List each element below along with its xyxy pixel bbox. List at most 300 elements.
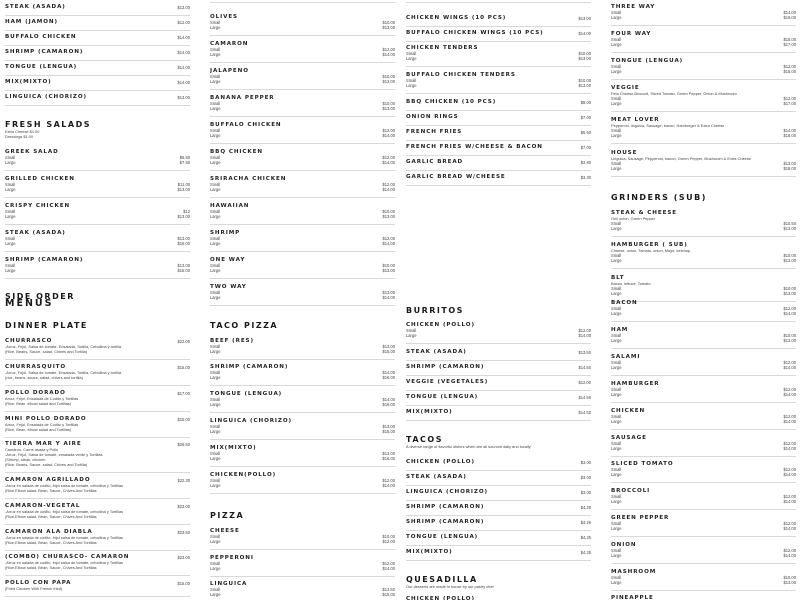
size-price: $12.00 xyxy=(382,561,395,566)
item-name: (COMBO) CHURASCO- CAMARON xyxy=(5,554,130,560)
menu-item-camaron[interactable] xyxy=(210,41,395,57)
menu-item-mix-mixto[interactable] xyxy=(210,445,395,461)
item-name: CHICKEN (POLLO) xyxy=(406,459,475,465)
menu-item-crispy-chicken[interactable] xyxy=(5,203,190,219)
menu-item-banana-pepper[interactable] xyxy=(210,95,395,111)
item-price: $14.50 xyxy=(578,365,591,370)
menu-item-pollo-con-papa[interactable] xyxy=(5,580,190,591)
item-name: STEAK & CHEESE xyxy=(611,210,677,216)
menu-item-grilled-chicken[interactable] xyxy=(5,176,190,192)
size-label: Small xyxy=(5,236,16,241)
size-label: Small xyxy=(406,328,417,333)
size-label: Large xyxy=(210,349,221,355)
item-divider xyxy=(210,89,395,90)
item-name: BUFFALO CHICKEN TENDERS xyxy=(406,72,516,78)
size-label: Small xyxy=(406,78,417,83)
size-price: $14.00 xyxy=(382,160,395,166)
item-divider xyxy=(611,429,796,430)
menu-item-garlic-bread-w-cheese[interactable] xyxy=(406,174,591,180)
item-name: SHRIMP (CAMARON) xyxy=(406,519,485,525)
menu-item-camaron-agrillado[interactable] xyxy=(5,477,190,493)
size-label: Large xyxy=(5,214,16,220)
size-price: $10.00 xyxy=(382,534,395,539)
size-label: Large xyxy=(210,160,221,166)
menu-item-one-way[interactable] xyxy=(210,257,395,273)
item-name: TIERRA MAR Y AIRE xyxy=(5,441,82,447)
menu-item-veggie[interactable] xyxy=(611,85,796,106)
size-price: $12.00 xyxy=(382,236,395,241)
menu-item-four-way[interactable] xyxy=(611,31,796,47)
item-divider xyxy=(5,359,190,360)
size-label: Large xyxy=(611,580,622,586)
item-divider xyxy=(5,575,190,576)
section-header xyxy=(611,193,796,202)
size-label: Large xyxy=(611,553,622,559)
size-row-large xyxy=(611,69,796,74)
size-price: $13.00 xyxy=(177,187,190,193)
size-price: $6.50 xyxy=(179,155,190,160)
item-name: CHICKEN TENDERS xyxy=(406,45,479,51)
menu-item-mini-pollo-dorado[interactable] xyxy=(5,416,190,432)
menu-item-camaron-vegetal[interactable] xyxy=(5,503,190,519)
menu-item-linguica[interactable] xyxy=(210,581,395,597)
menu-item-house[interactable] xyxy=(611,150,796,171)
size-label: Large xyxy=(611,419,622,425)
size-row-large xyxy=(611,526,796,531)
size-label: Small xyxy=(210,451,221,456)
size-price: $13.00 xyxy=(177,214,190,220)
size-label: Small xyxy=(611,575,622,580)
menu-item-sriracha-chicken[interactable] xyxy=(210,176,395,192)
item-divider xyxy=(406,93,591,94)
item-name: CAMARON xyxy=(210,41,249,47)
item-name: BLT xyxy=(611,275,625,281)
menu-item-hawaiian[interactable] xyxy=(210,203,395,219)
size-label: Small xyxy=(611,221,622,226)
menu-item-french-fries[interactable] xyxy=(406,129,591,135)
menu-item-pollo-dorado[interactable] xyxy=(5,390,190,406)
size-price: $13.00 xyxy=(177,236,190,241)
size-label: Large xyxy=(210,566,221,572)
item-divider xyxy=(210,170,395,171)
menu-item-combo-churasco-camaron[interactable] xyxy=(5,554,190,570)
menu-item-olives[interactable] xyxy=(210,14,395,30)
menu-item-ham-jamon[interactable] xyxy=(5,19,190,25)
menu-item-cheese[interactable] xyxy=(210,528,395,544)
menu-column-3 xyxy=(406,0,596,600)
item-divider xyxy=(406,390,591,391)
menu-item-buffalo-chicken-wings-10-pcs[interactable] xyxy=(406,30,591,36)
menu-item-steak-asada[interactable] xyxy=(5,4,190,10)
menu-item-hamburger-sub[interactable] xyxy=(611,242,796,263)
item-divider xyxy=(210,493,395,494)
menu-item-pineapple[interactable] xyxy=(611,595,796,600)
menu-item-green-pepper[interactable] xyxy=(611,515,796,531)
menu-item-bbq-chicken[interactable] xyxy=(210,149,395,165)
section-header xyxy=(5,298,53,309)
item-price: $15.00 xyxy=(177,365,190,370)
size-price: $13.00 xyxy=(382,214,395,220)
menu-item-linguica-chorizo[interactable] xyxy=(210,418,395,434)
item-name: SHRIMP (CAMARON) xyxy=(210,364,289,370)
menu-item-meat-lover[interactable] xyxy=(611,117,796,138)
size-price: $14.00 xyxy=(382,241,395,247)
size-label: Small xyxy=(5,209,16,214)
item-divider xyxy=(5,472,190,473)
menu-item-buffalo-chicken[interactable] xyxy=(210,122,395,138)
item-name: CHICKEN (POLLO) xyxy=(406,322,475,328)
menu-item-buffalo-chicken[interactable] xyxy=(5,34,190,40)
item-name: ONION RINGS xyxy=(406,114,459,120)
size-label: Large xyxy=(406,56,417,62)
item-divider xyxy=(5,411,190,412)
size-label: Small xyxy=(210,155,221,160)
size-label: Small xyxy=(210,20,221,25)
size-price: $10.00 xyxy=(783,575,796,580)
size-price: $13.00 xyxy=(783,338,796,344)
size-row-large xyxy=(210,592,395,597)
menu-item-tongue-lengua[interactable] xyxy=(406,394,591,400)
item-divider xyxy=(406,26,591,27)
menu-item-chicken-wings-10-pcs[interactable] xyxy=(406,15,591,21)
item-divider xyxy=(5,550,190,551)
size-label: Large xyxy=(611,392,622,398)
item-description: (Shrimp, steak, chicken xyxy=(5,457,46,462)
item-name: PINEAPPLE xyxy=(611,595,654,600)
item-divider xyxy=(611,536,796,537)
menu-item-camaron-ala-diabla[interactable] xyxy=(5,529,190,545)
size-price: $10.00 xyxy=(382,74,395,79)
item-price: $23.50 xyxy=(177,530,190,535)
item-name: HOUSE xyxy=(611,150,638,156)
size-label: Large xyxy=(210,268,221,274)
size-price: $13.00 xyxy=(783,226,796,232)
size-price: $10.00 xyxy=(578,78,591,83)
size-price: $10.00 xyxy=(382,209,395,214)
item-divider xyxy=(611,590,796,591)
item-divider xyxy=(406,420,591,421)
menu-item-jalapeno[interactable] xyxy=(210,68,395,84)
item-divider xyxy=(406,500,591,501)
size-price: $10.00 xyxy=(783,333,796,338)
item-divider xyxy=(611,348,796,349)
size-price: $13.50 xyxy=(382,587,395,592)
menu-item-two-way[interactable] xyxy=(210,284,395,300)
menu-item-bbq-chicken-10-pcs[interactable] xyxy=(406,99,591,105)
item-description: (Fried Chicken With French fried) xyxy=(5,586,63,591)
size-price: $14.00 xyxy=(783,446,796,452)
item-divider xyxy=(611,111,796,112)
item-price: $4.25 xyxy=(580,505,591,510)
size-price: $14.00 xyxy=(783,128,796,133)
item-divider xyxy=(5,498,190,499)
item-name: BUFFALO CHICKEN xyxy=(5,34,77,40)
size-price: $13.00 xyxy=(783,161,796,166)
size-price: $14.00 xyxy=(382,370,395,375)
size-label: Large xyxy=(611,101,622,107)
item-price: $23.00 xyxy=(177,504,190,509)
item-divider xyxy=(406,125,591,126)
menu-item-mashroom[interactable] xyxy=(611,569,796,585)
item-divider xyxy=(611,176,796,177)
item-divider xyxy=(406,545,591,546)
item-name: SLICED TOMATO xyxy=(611,461,674,467)
item-price: $4.25 xyxy=(580,550,591,555)
item-divider xyxy=(611,456,796,457)
size-price: $15.00 xyxy=(382,592,395,598)
menu-item-sausage[interactable] xyxy=(611,435,796,451)
menu-item-steak-cheese[interactable] xyxy=(611,210,796,231)
menu-item-veggie-vegetales[interactable] xyxy=(406,379,591,385)
size-price: $12.00 xyxy=(382,128,395,133)
item-name: CAMARON ALA DIABLA xyxy=(5,529,93,535)
size-price: $13.00 xyxy=(382,451,395,456)
item-divider xyxy=(611,143,796,144)
size-label: Large xyxy=(210,429,221,435)
item-divider xyxy=(406,515,591,516)
size-label: Large xyxy=(210,375,221,381)
size-price: $12.00 xyxy=(382,155,395,160)
item-name: HAMBURGER xyxy=(611,381,660,387)
item-description: -Arroz en salada de codito, frijol salsa de tomate, cebollina y Tortillas xyxy=(5,509,124,514)
item-divider xyxy=(5,385,190,386)
menu-item-greek-salad[interactable] xyxy=(5,149,190,165)
item-name: SAUSAGE xyxy=(611,435,647,441)
item-divider xyxy=(5,15,190,16)
menu-item-tongue-lengua[interactable] xyxy=(210,391,395,407)
menu-item-hamburger[interactable] xyxy=(611,381,796,397)
item-description: Feta Cheese,Broccoli, Sliced Tomato, Green Pepper, Onion & Mushroom xyxy=(611,91,737,96)
size-label: Large xyxy=(210,402,221,408)
item-description: -Arroz, Frijol, Salsa de tomate, Ensalada, Tortilla, Cebollina y tortilla xyxy=(5,344,122,349)
size-row-large xyxy=(611,166,796,171)
size-row-large xyxy=(611,291,796,296)
item-divider xyxy=(210,576,395,577)
item-price: $4.25 xyxy=(580,520,591,525)
menu-item-shrimp-camaron[interactable] xyxy=(406,519,591,525)
menu-item-pepperoni[interactable] xyxy=(210,555,395,571)
item-divider xyxy=(406,530,591,531)
item-price: $8.00 xyxy=(580,100,591,105)
item-name: FOUR WAY xyxy=(611,31,652,37)
size-price: $14.00 xyxy=(783,499,796,505)
menu-item-tongue-lengua[interactable] xyxy=(5,64,190,70)
menu-item-chicken-pollo[interactable] xyxy=(406,322,591,338)
menu-item-chicken-pollo[interactable] xyxy=(210,472,395,488)
menu-item-tongue-lengua[interactable] xyxy=(406,534,591,540)
size-price: $13.00 xyxy=(783,580,796,586)
item-price: $22.00 xyxy=(177,339,190,344)
size-label: Small xyxy=(5,155,16,160)
menu-item-ham[interactable] xyxy=(611,327,796,343)
item-divider xyxy=(406,2,591,3)
size-row-large xyxy=(210,456,395,461)
size-label: Large xyxy=(611,446,622,452)
item-divider xyxy=(210,62,395,63)
item-name: ONION xyxy=(611,542,637,548)
menu-item-three-way[interactable] xyxy=(611,4,796,20)
size-row-large xyxy=(210,25,395,30)
item-price: $3.00 xyxy=(580,475,591,480)
size-price: $12.00 xyxy=(578,328,591,333)
size-price: $14.00 xyxy=(783,472,796,478)
item-divider xyxy=(406,360,591,361)
item-name: CHEESE xyxy=(210,528,240,534)
item-divider xyxy=(611,402,796,403)
item-name: VEGGIE xyxy=(611,85,640,91)
menu-item-shrimp-camaron[interactable] xyxy=(210,364,395,380)
item-name: BUFFALO CHICKEN xyxy=(210,122,282,128)
menu-item-french-fries-w-cheese-bacon[interactable] xyxy=(406,144,591,150)
size-price: $10.00 xyxy=(783,253,796,258)
size-label: Large xyxy=(210,592,221,598)
item-name: TONGUE (LENGUA) xyxy=(406,534,479,540)
size-label: Small xyxy=(5,263,16,268)
item-name: SHRIMP (CAMARON) xyxy=(5,257,84,263)
item-name: SHRIMP (CAMARON) xyxy=(5,49,84,55)
item-name: PEPPERONI xyxy=(210,555,254,561)
item-name: HAM xyxy=(611,327,629,333)
size-label: Large xyxy=(5,268,16,274)
item-name: CAMARON-VEGETAL xyxy=(5,503,81,509)
size-row-large xyxy=(5,241,190,246)
menu-item-chicken-pollo[interactable] xyxy=(406,459,591,465)
size-label: Large xyxy=(406,333,417,339)
section-title-quesadilla: QUESADILLA xyxy=(406,575,478,584)
menu-item-mix-mixto[interactable] xyxy=(406,409,591,415)
item-price: $3.00 xyxy=(580,490,591,495)
section-title-menus: MENUS xyxy=(5,298,54,309)
item-name: ONE WAY xyxy=(210,257,246,263)
size-label: Small xyxy=(611,360,622,365)
size-label: Large xyxy=(210,52,221,58)
menu-item-chicken[interactable] xyxy=(611,408,796,424)
item-divider xyxy=(210,305,395,306)
size-row-large xyxy=(611,226,796,231)
item-description: (Rice, Beans, Sauce, salad, Chives and Tortilla) xyxy=(5,462,88,467)
size-row-large xyxy=(611,580,796,585)
item-name: GARLIC BREAD xyxy=(406,159,464,165)
size-label: Small xyxy=(611,96,622,101)
size-label: Large xyxy=(210,79,221,85)
size-price: $14.00 xyxy=(382,483,395,489)
section-title-taco-pizza: TACO PIZZA xyxy=(210,321,279,330)
menu-item-garlic-bread[interactable] xyxy=(406,159,591,165)
item-divider xyxy=(406,185,591,186)
menu-item-shrimp-camaron[interactable] xyxy=(5,257,190,273)
menu-item-shrimp[interactable] xyxy=(210,230,395,246)
size-row-large xyxy=(210,133,395,138)
menu-item-churrasco[interactable] xyxy=(5,338,190,354)
menu-item-onion[interactable] xyxy=(611,542,796,558)
size-price: $14.00 xyxy=(382,295,395,301)
item-name: LINGUICA xyxy=(210,581,248,587)
size-price: $12 xyxy=(183,209,190,214)
menu-item-shrimp-camaron[interactable] xyxy=(5,49,190,55)
menu-item-chicken-tenders[interactable] xyxy=(406,45,591,61)
size-label: Small xyxy=(210,128,221,133)
item-divider xyxy=(406,110,591,111)
menu-item-broccoli[interactable] xyxy=(611,488,796,504)
menu-item-steak-asada[interactable] xyxy=(406,349,591,355)
section-title-tacos: TACOS xyxy=(406,435,443,444)
item-divider xyxy=(210,143,395,144)
menu-item-sliced-tomato[interactable] xyxy=(611,461,796,477)
item-price: $4.25 xyxy=(580,535,591,540)
size-price: $16.00 xyxy=(177,268,190,274)
size-label: Small xyxy=(406,51,417,56)
size-label: Large xyxy=(611,472,622,478)
item-name: GREEK SALAD xyxy=(5,149,59,155)
size-price: $15.00 xyxy=(382,349,395,355)
menu-item-linguica-chorizo[interactable] xyxy=(406,489,591,495)
size-price: $12.00 xyxy=(783,414,796,419)
menu-item-mix-mixto[interactable] xyxy=(406,549,591,555)
menu-item-shrimp-camaron[interactable] xyxy=(406,364,591,370)
menu-item-salami[interactable] xyxy=(611,354,796,370)
section-title-side-order: SIDE ORDER xyxy=(5,292,75,301)
item-name: STEAK (ASADA) xyxy=(406,349,467,355)
section-header xyxy=(406,575,494,589)
item-divider xyxy=(406,470,591,471)
size-price: $14.00 xyxy=(783,553,796,559)
menu-item-mix-mixto[interactable] xyxy=(5,79,190,85)
menu-item-onion-rings[interactable] xyxy=(406,114,591,120)
item-name: SHRIMP xyxy=(210,230,241,236)
size-row-large xyxy=(5,187,190,192)
item-name: JALAPENO xyxy=(210,68,249,74)
item-name: HAMBURGER ( SUB) xyxy=(611,242,688,248)
menu-item-chicken-pollo[interactable] xyxy=(406,596,591,600)
menu-item-shrimp-camaron[interactable] xyxy=(406,504,591,510)
size-row-large xyxy=(611,472,796,477)
item-description: Arroz, Frijol, Ensalada de Codito y Tortillas xyxy=(5,422,79,427)
menu-item-tongue-lengua[interactable] xyxy=(611,58,796,74)
item-description: (Rice,Elbow salad, Bean, Sauce, Chives And Tortillas xyxy=(5,540,97,545)
item-divider xyxy=(611,236,796,237)
menu-item-buffalo-chicken-tenders[interactable] xyxy=(406,72,591,88)
item-price: $23.00 xyxy=(177,555,190,560)
item-price: $14.00 xyxy=(177,80,190,85)
menu-item-tierra-mar-y-aire[interactable] xyxy=(5,441,190,467)
item-name: SHRIMP (CAMARON) xyxy=(406,364,485,370)
item-name: BEEF (RES) xyxy=(210,338,254,344)
menu-column-4 xyxy=(611,0,800,600)
size-row-large xyxy=(210,241,395,246)
menu-item-bacon[interactable] xyxy=(611,300,796,316)
item-name: TWO WAY xyxy=(210,284,247,290)
menu-item-blt[interactable] xyxy=(611,275,796,296)
item-name: THREE WAY xyxy=(611,4,656,10)
size-price: $14.00 xyxy=(382,133,395,139)
menu-item-linguica-chorizo[interactable] xyxy=(5,94,190,100)
size-price: $10.50 xyxy=(783,221,796,226)
menu-item-beef-res[interactable] xyxy=(210,338,395,354)
menu-item-steak-asada[interactable] xyxy=(5,230,190,246)
item-divider xyxy=(5,75,190,76)
section-title-grinders-sub: GRINDERS (SUB) xyxy=(611,193,707,202)
size-row-large xyxy=(5,160,190,165)
size-price: $16.00 xyxy=(783,15,796,21)
size-price: $13.00 xyxy=(382,424,395,429)
size-price: $17.00 xyxy=(783,42,796,48)
size-label: Small xyxy=(210,344,221,349)
item-price: $7.00 xyxy=(580,145,591,150)
item-price: $14.00 xyxy=(177,35,190,40)
menu-item-steak-asada[interactable] xyxy=(406,474,591,480)
size-price: $15.00 xyxy=(783,69,796,75)
menu-item-churrasquito[interactable] xyxy=(5,364,190,380)
